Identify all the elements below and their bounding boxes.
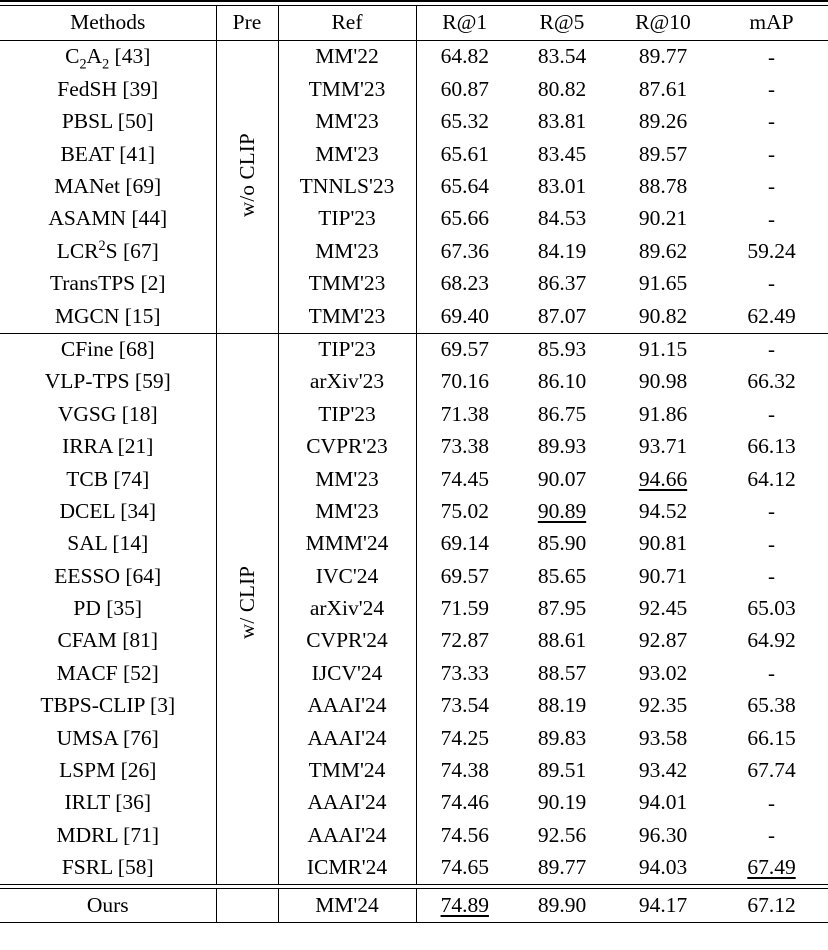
table-row: [0, 852, 828, 885]
metric-r5: 86.75: [537, 401, 587, 426]
metric-r10: 87.61: [638, 76, 688, 101]
table-row: [0, 560, 828, 592]
metric-r5: 89.51: [537, 758, 587, 783]
table-row: [0, 41, 828, 73]
table-row: [0, 690, 828, 722]
metric-r10: 90.21: [638, 206, 688, 231]
metric-map: 65.03: [747, 596, 796, 621]
pre-group-label-text: w/ CLIP: [234, 566, 259, 640]
metric-map: -: [768, 174, 775, 199]
table-bottom-rule: [0, 922, 828, 923]
metric-r5: 88.19: [537, 693, 587, 718]
metric-r1: 71.38: [440, 401, 489, 426]
column-header-method: Methods: [70, 10, 146, 35]
metric-r1: 74.45: [440, 466, 489, 491]
table-row: [0, 593, 828, 625]
metric-r5: 89.93: [537, 434, 587, 459]
metric-r1: 73.38: [440, 434, 489, 459]
metric-r1: 68.23: [440, 271, 489, 296]
metric-map: 59.24: [747, 238, 796, 263]
reference-venue: AAAI'24: [278, 819, 416, 851]
metric-r10: 91.86: [638, 401, 688, 426]
metric-map: -: [768, 499, 775, 524]
metric-map: 67.74: [747, 758, 796, 783]
pre-group-label: [216, 334, 278, 885]
reference-venue: arXiv'24: [278, 593, 416, 625]
table-row: [0, 431, 828, 463]
metric-r5: 90.19: [537, 790, 587, 815]
column-header-r10: R@10: [635, 10, 691, 35]
method-name: MGCN [15]: [54, 303, 161, 328]
metric-r5: 85.65: [537, 563, 587, 588]
method-name: VLP-TPS [59]: [44, 369, 171, 394]
method-name: MANet [69]: [54, 174, 162, 198]
reference-venue: AAAI'24: [278, 722, 416, 754]
method-name: MACF [52]: [56, 660, 159, 685]
reference-venue: TNNLS'23: [278, 171, 416, 203]
metric-r5: 80.82: [537, 76, 587, 101]
metric-r5: 83.45: [537, 141, 587, 166]
table-row: [0, 138, 828, 170]
reference-venue: CVPR'23: [278, 431, 416, 463]
method-name: LSPM [26]: [59, 758, 157, 783]
metric-r5: 83.54: [537, 44, 587, 69]
reference-venue: MM'22: [278, 41, 416, 73]
reference-venue: TMM'23: [278, 300, 416, 333]
method-name: MDRL [71]: [56, 822, 159, 847]
method-name: UMSA [76]: [56, 725, 159, 750]
method-name: TransTPS [2]: [49, 271, 166, 296]
metric-r1: 67.36: [440, 238, 489, 263]
ours-metric-map: 67.12: [747, 892, 796, 917]
method-name: LCR$^2$S [67]: [56, 237, 159, 263]
metric-r1: 74.25: [440, 725, 489, 750]
metric-r10: 94.03: [638, 855, 688, 880]
ours-metric-r5: 89.90: [537, 892, 587, 917]
metric-map: -: [768, 337, 775, 362]
reference-venue: MMM'24: [278, 528, 416, 560]
table-row: [0, 171, 828, 203]
metric-r5: 89.83: [537, 725, 587, 750]
reference-venue: TIP'23: [278, 203, 416, 235]
reference-venue: IVC'24: [278, 560, 416, 592]
metric-r1: 73.33: [440, 660, 489, 685]
metric-r1: 69.14: [440, 531, 489, 556]
table-header-row: [0, 6, 828, 41]
metric-map: -: [768, 77, 775, 102]
ours-reference-venue: MM'24: [278, 889, 416, 922]
table-row: [0, 203, 828, 235]
table-row: [0, 819, 828, 851]
column-header-ref: Ref: [278, 6, 416, 41]
method-name: CFine [68]: [60, 336, 155, 361]
metric-map: 66.13: [747, 434, 796, 459]
reference-venue: TMM'24: [278, 755, 416, 787]
metric-map: 66.15: [747, 725, 796, 750]
metric-r5: 92.56: [537, 822, 587, 847]
pre-group-label-text: w/o CLIP: [234, 133, 259, 218]
method-name: CFAM [81]: [57, 628, 159, 653]
ours-method-name: Ours: [86, 892, 129, 917]
column-header-pre: Pre: [216, 6, 278, 41]
table-row: [0, 366, 828, 398]
column-header-r5: R@5: [539, 10, 585, 35]
table-row: [0, 73, 828, 105]
metric-map: 62.49: [747, 303, 796, 328]
method-name: FedSH [39]: [57, 76, 159, 101]
metric-r5: 84.53: [537, 206, 587, 231]
metric-r5: 86.37: [537, 271, 587, 296]
reference-venue: IJCV'24: [278, 657, 416, 689]
metric-r1: 74.56: [440, 822, 489, 847]
metric-r1: 74.38: [440, 758, 489, 783]
metric-r1: 72.87: [440, 628, 489, 653]
reference-venue: AAAI'24: [278, 787, 416, 819]
method-name: IRRA [21]: [62, 434, 154, 459]
metric-map: -: [768, 271, 775, 296]
metric-map: -: [768, 661, 775, 686]
method-name: $C_2A_2$ [43]: [65, 44, 151, 73]
metric-r1: 64.82: [440, 44, 489, 69]
method-name: VGSG [18]: [57, 401, 158, 426]
metric-map: -: [768, 109, 775, 134]
method-name: IRLT [36]: [64, 790, 152, 815]
table-row: [0, 657, 828, 689]
metric-map: -: [768, 141, 775, 166]
metric-map: 67.49: [747, 855, 796, 880]
metric-r5: 85.93: [537, 336, 587, 361]
reference-venue: TIP'23: [278, 398, 416, 430]
metric-map: -: [768, 823, 775, 848]
metric-r10: 91.65: [638, 271, 688, 296]
metric-r10: 93.58: [638, 725, 688, 750]
metric-r10: 88.78: [638, 174, 688, 198]
ours-pre-cell: [216, 889, 278, 922]
table-row: [0, 463, 828, 495]
ours-metric-r10: 94.17: [638, 892, 688, 917]
method-name: BEAT [41]: [60, 141, 156, 166]
metric-r1: 65.32: [440, 109, 489, 134]
reference-venue: MM'23: [278, 106, 416, 138]
metric-r1: 65.64: [440, 174, 489, 198]
table-row: [0, 787, 828, 819]
metric-map: 66.32: [747, 369, 796, 394]
reference-venue: TMM'23: [278, 73, 416, 105]
metric-r5: 90.89: [537, 498, 587, 523]
method-name: EESSO [64]: [54, 563, 162, 588]
metric-r10: 94.52: [638, 498, 688, 523]
reference-venue: TIP'23: [278, 334, 416, 366]
metric-r10: 93.42: [638, 758, 688, 783]
reference-venue: AAAI'24: [278, 690, 416, 722]
table-row: [0, 235, 828, 267]
metric-r5: 87.95: [537, 596, 587, 621]
reference-venue: MM'23: [278, 463, 416, 495]
metric-r10: 89.77: [638, 44, 688, 69]
table-row: [0, 106, 828, 138]
reference-venue: MM'23: [278, 495, 416, 527]
column-header-map: mAP: [749, 10, 794, 35]
metric-r10: 89.57: [638, 141, 688, 166]
method-name: SAL [14]: [67, 531, 149, 556]
reference-venue: arXiv'23: [278, 366, 416, 398]
metric-r1: 70.16: [440, 369, 489, 394]
metric-r10: 92.87: [638, 628, 688, 653]
metric-r1: 74.46: [440, 790, 489, 815]
metric-r10: 90.71: [638, 563, 688, 588]
table-row: [0, 528, 828, 560]
metric-r5: 88.57: [537, 660, 587, 685]
metric-r10: 89.26: [638, 109, 688, 134]
metric-r1: 60.87: [440, 76, 489, 101]
metric-map: -: [768, 44, 775, 69]
metric-r10: 94.66: [638, 466, 688, 491]
reference-venue: CVPR'24: [278, 625, 416, 657]
metric-r10: 91.15: [638, 336, 688, 361]
metric-r10: 92.45: [638, 596, 688, 621]
metric-map: -: [768, 790, 775, 815]
reference-venue: MM'23: [278, 138, 416, 170]
ours-metric-r1: 74.89: [440, 892, 489, 917]
metric-r10: 90.98: [638, 369, 688, 394]
metric-map: 64.12: [747, 466, 796, 491]
metric-r10: 93.02: [638, 660, 688, 685]
metric-r5: 88.61: [537, 628, 587, 653]
pre-group-label: [216, 41, 278, 333]
table-row: [0, 755, 828, 787]
metric-r5: 90.07: [537, 466, 587, 491]
reference-venue: ICMR'24: [278, 852, 416, 885]
metric-r5: 85.90: [537, 531, 587, 556]
method-name: TCB [74]: [66, 466, 150, 491]
metric-r10: 92.35: [638, 693, 688, 718]
metric-r5: 83.81: [537, 109, 587, 134]
metric-map: -: [768, 401, 775, 426]
metric-r1: 71.59: [440, 596, 489, 621]
method-name: DCEL [34]: [59, 498, 157, 523]
metric-map: -: [768, 206, 775, 231]
metric-r5: 87.07: [537, 303, 587, 328]
reference-venue: MM'23: [278, 235, 416, 267]
column-header-r1: R@1: [442, 10, 488, 35]
metric-r10: 93.71: [638, 434, 688, 459]
metric-r5: 84.19: [537, 238, 587, 263]
metric-map: 64.92: [747, 628, 796, 653]
table-row: [0, 300, 828, 333]
table-row: [0, 495, 828, 527]
metric-map: -: [768, 563, 775, 588]
metric-r1: 65.66: [440, 206, 489, 231]
metric-r1: 65.61: [440, 141, 489, 166]
table-row: [0, 268, 828, 300]
table-row: [0, 334, 828, 366]
metric-r1: 73.54: [440, 693, 489, 718]
reference-venue: TMM'23: [278, 268, 416, 300]
metric-r1: 74.65: [440, 855, 489, 880]
metric-r10: 89.62: [638, 238, 688, 263]
metric-r5: 86.10: [537, 369, 587, 394]
metric-r10: 94.01: [638, 790, 688, 815]
method-name: TBPS-CLIP [3]: [40, 693, 176, 718]
table-row: [0, 722, 828, 754]
table-row: [0, 398, 828, 430]
metric-r10: 96.30: [638, 822, 688, 847]
table-row: [0, 625, 828, 657]
metric-r10: 90.81: [638, 531, 688, 556]
metric-r10: 90.82: [638, 303, 688, 328]
metric-r5: 89.77: [537, 855, 587, 880]
method-name: PBSL [50]: [61, 109, 154, 134]
method-name: ASAMN [44]: [48, 206, 168, 231]
metric-r1: 69.57: [440, 336, 489, 361]
method-name: PD [35]: [73, 596, 143, 621]
metric-r1: 69.40: [440, 303, 489, 328]
metric-map: 65.38: [747, 693, 796, 718]
ours-row: [0, 889, 828, 922]
metric-map: -: [768, 531, 775, 556]
metric-r5: 83.01: [537, 174, 587, 198]
method-name: FSRL [58]: [61, 855, 154, 880]
metric-r1: 75.02: [440, 498, 489, 523]
metric-r1: 69.57: [440, 563, 489, 588]
